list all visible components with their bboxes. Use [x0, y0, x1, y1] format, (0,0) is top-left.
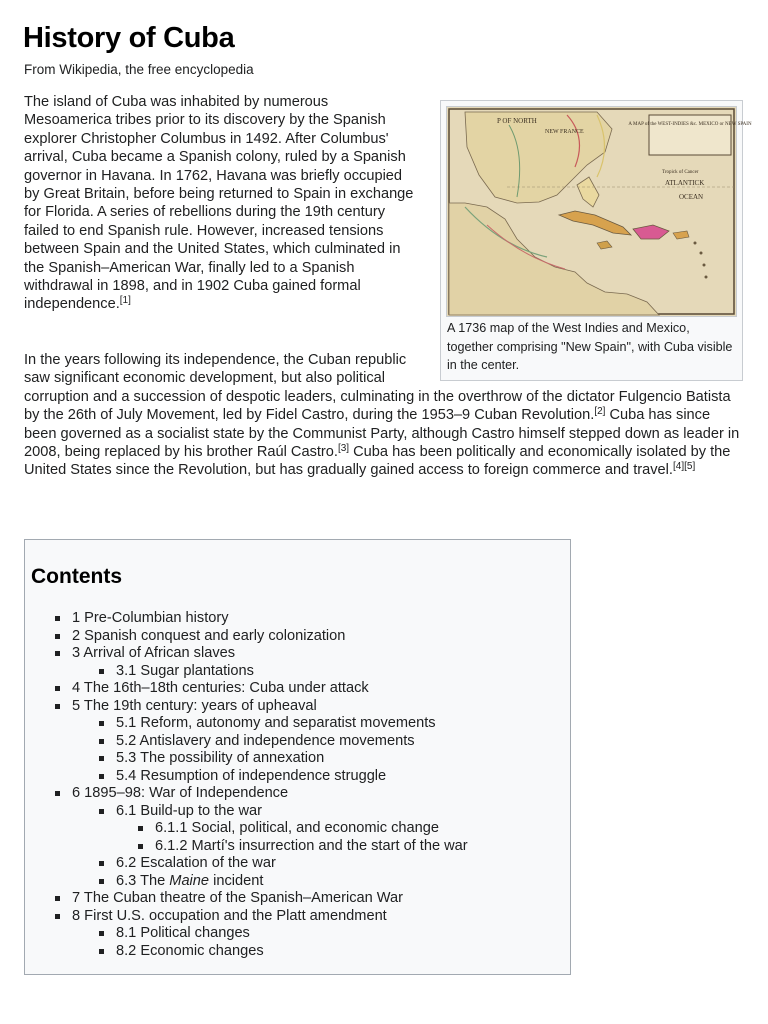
toc-item-label: 8 First U.S. occupation and the Platt amendment [72, 907, 387, 924]
toc-item-label: 2 Spanish conquest and early colonization [72, 627, 346, 644]
toc-item[interactable] [25, 820, 570, 838]
map-image[interactable] [446, 106, 752, 317]
map-label-new-france: NEW FRANCE [545, 129, 584, 135]
citation-link[interactable]: [4][5] [672, 461, 696, 473]
bullet-icon [55, 896, 60, 901]
bullet-icon [138, 826, 143, 831]
toc-item[interactable] [25, 698, 570, 716]
toc-item-label: 3 Arrival of African slaves [72, 645, 236, 661]
citation-link[interactable]: [3] [337, 443, 350, 455]
toc-item-label: 4 The 16th–18th centuries: Cuba under attack [72, 680, 369, 696]
toc-item[interactable] [25, 873, 570, 891]
citation-link[interactable]: [2] [594, 406, 606, 418]
paragraph-text: Cuba has been politically and economically isolated by the United States since the Revolution, but has gradually gained access to foreign commerce and travel. [24, 444, 731, 479]
map-cartouche-text: A MAP of the WEST-INDIES &c. MEXICO or NEW SPAIN [628, 122, 752, 127]
bullet-icon [99, 669, 104, 674]
bullet-icon [55, 704, 60, 709]
bullet-icon [99, 931, 104, 936]
page-title: History of Cuba [23, 22, 235, 54]
toc-item[interactable] [25, 908, 570, 926]
bullet-icon [55, 791, 60, 796]
paragraph-text: Cuba has since been governed as a socialist state by the Communist Party, although Castro himself stepped down as leader in 2008, being replaced by his brother Raúl Castro. [24, 407, 740, 461]
bullet-icon [138, 844, 143, 849]
toc-item-label: 8.2 Economic changes [116, 942, 264, 959]
toc-item[interactable] [25, 610, 570, 628]
toc-item-label: 8.1 Political changes [116, 925, 250, 941]
map-label-tropic: Tropick of Cancer [662, 170, 699, 175]
intro-paragraph-1 [24, 93, 416, 314]
toc-item[interactable] [25, 628, 570, 646]
toc-item-label: 6.1 Build-up to the war [116, 802, 263, 819]
bullet-icon [99, 861, 104, 866]
bullet-icon [99, 879, 104, 884]
toc-item[interactable] [25, 768, 570, 786]
map-label-north: P OF NORTH [497, 117, 537, 125]
bullet-icon [99, 721, 104, 726]
toc-item[interactable] [25, 838, 570, 856]
bullet-icon [99, 739, 104, 744]
citation-link[interactable]: [1] [119, 295, 131, 307]
bullet-icon [99, 756, 104, 761]
toc-item[interactable] [25, 715, 570, 733]
bullet-icon [55, 634, 60, 639]
toc-title: Contents [31, 565, 122, 588]
map-label-atlantick: ATLANTICK [665, 179, 705, 187]
bullet-icon [55, 616, 60, 621]
toc-item-label: 5.3 The possibility of annexation [116, 750, 325, 766]
toc-item-label: 5 The 19th century: years of upheaval [72, 697, 317, 714]
toc-item[interactable] [25, 750, 570, 768]
paragraph-text: The island of Cuba was inhabited by numerous Mesoamerica tribes prior to its discovery by the Spanish explorer Christopher Columbus in 1492. After Columbus' arrival, Cuba became a Spanish colony, ruled by a Spanish governor in Havana. In 1762, Havana was briefly occupied by Great Britain, before being returned to Spain in exchange for Florida. A series of rebellions during the 19th century failed to end Spanish rule. However, increased tensions between Spain and the United States, which culminated in the Spanish–American War, finally led to a Spanish withdrawal in 1898, and in 1902 Cuba gained formal independence. [24, 94, 414, 313]
toc-item[interactable] [25, 943, 570, 961]
toc-item-label: 6.2 Escalation of the war [116, 855, 276, 871]
paragraph-text: In the years following its independence, the Cuban republic saw significant economic development, but also political corruption and a succession of despotic leaders, culminating in the overthrow of the dictator Fulgencio Batista by the 26th of July Movement, led by Fidel Castro, during the 1953–9 Cuban Revolution. [24, 352, 731, 424]
toc-item-label: 5.1 Reform, autonomy and separatist movements [116, 715, 436, 731]
map-caption: A 1736 map of the West Indies and Mexico, together comprising "New Spain", with Cuba visible in the center. [447, 321, 733, 372]
bullet-icon [55, 651, 60, 656]
map-label-ocean: OCEAN [679, 193, 704, 201]
bullet-icon [99, 949, 104, 954]
toc-item-label: Maine [169, 872, 210, 889]
table-of-contents [24, 539, 571, 975]
toc-item[interactable] [25, 925, 570, 943]
toc-item[interactable] [25, 663, 570, 681]
toc-item[interactable] [25, 645, 570, 663]
bullet-icon [55, 686, 60, 691]
toc-item[interactable] [25, 803, 570, 821]
bullet-icon [99, 809, 104, 814]
bullet-icon [99, 774, 104, 779]
toc-item[interactable] [25, 733, 570, 751]
toc-item-label: 6 1895–98: War of Independence [72, 785, 289, 801]
toc-list [25, 610, 570, 960]
toc-item[interactable] [25, 785, 570, 803]
toc-item[interactable] [25, 890, 570, 908]
toc-item-label: 6.1.1 Social, political, and economic change [155, 820, 439, 836]
toc-item-label: 6.1.2 Martí's insurrection and the start of the war [155, 837, 468, 854]
toc-item[interactable] [25, 855, 570, 873]
toc-item-label: 1 Pre-Columbian history [72, 610, 229, 626]
map-figure [440, 100, 752, 381]
page-subtitle: From Wikipedia, the free encyclopedia [24, 62, 254, 77]
toc-item-label: 3.1 Sugar plantations [116, 662, 254, 679]
toc-item-label: incident [209, 872, 264, 889]
toc-item[interactable] [25, 680, 570, 698]
toc-item-label: 6.3 The [116, 872, 170, 889]
toc-item-label: 5.4 Resumption of independence struggle [116, 767, 387, 784]
toc-item-label: 7 The Cuban theatre of the Spanish–American War [72, 890, 403, 906]
toc-item-label: 5.2 Antislavery and independence movements [116, 732, 415, 749]
bullet-icon [55, 914, 60, 919]
